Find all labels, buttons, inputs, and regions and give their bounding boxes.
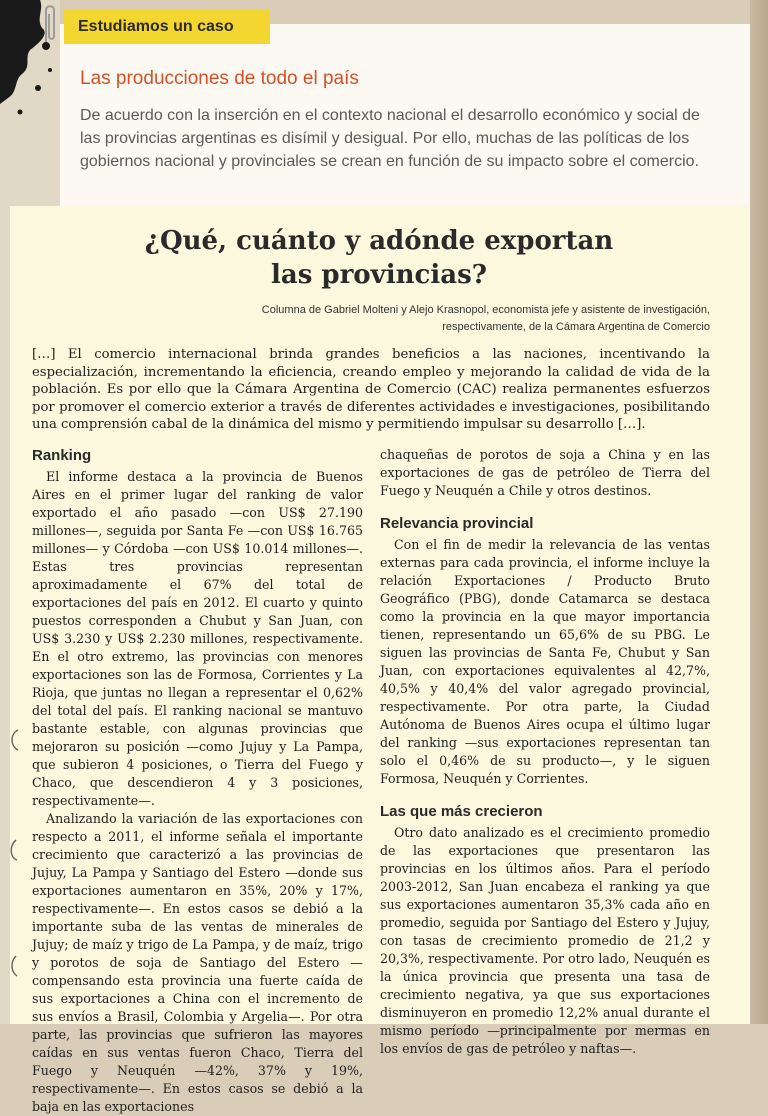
book-spine — [750, 0, 768, 1024]
crecieron-heading: Las que más crecieron — [380, 803, 543, 820]
section-title: Las producciones de todo el país — [80, 68, 359, 89]
handwritten-margin-marks — [4, 720, 24, 980]
crecieron-paragraph: Otro dato analizado es el crecimiento promedio de las exportaciones que presentaron las provincias en los últimos años. Para el período 2003-2012, San Juan encabeza el ranking ya que sus exportaciones aumentaron 35,3% cada año en promedio, seguida por Santiago del Estero y Jujuy, con tasas de crecimiento promedio de 21,2 y 20,3%, respectivamente. Por otro lado, Neuquén es la única provincia que presenta una tasa de crecimiento negativa, ya que sus exportaciones disminuyeron en promedio 12,2% anual durante el mismo período —principalmente por mermas en los envíos de gas de petróleo y naftas—. — [380, 825, 710, 1056]
article-column-left — [32, 446, 363, 1116]
section-tab: Estudiamos un caso — [64, 10, 270, 44]
relevancia-heading: Relevancia provincial — [380, 515, 534, 532]
headline-line: ¿Qué, cuánto y adónde exportan — [144, 226, 614, 256]
paper-clip-icon — [40, 2, 60, 46]
relevancia-paragraph: Con el fin de medir la relevancia de las ventas externas para cada provincia, el informe incluye la relación Exportaciones / Producto Bruto Geográfico (PBG), donde Catamarca se destaca como la provincia en la que mayor importancia tienen, representando un 65,6% de su PBG. Le siguen las provincias de Santa Fe, Chubut y San Juan, con exportaciones equivalentes al 42,7%, 40,5% y 40,4% del valor agregado provincial, respectivamente. Por otra parte, la Ciudad Autónoma de Buenos Aires ocupa el último lugar del ranking —sus exportaciones representan tan solo el 0,46% de su producto—, y le siguen Formosa, Neuquén y Corrientes. — [380, 537, 710, 786]
headline-line: las provincias? — [271, 260, 487, 290]
byline-line: Columna de Gabriel Molteni y Alejo Krasnopol, economista jefe y asistente de investigación, — [261, 304, 710, 316]
ranking-paragraph: El informe destaca a la provincia de Buenos Aires en el primer lugar del ranking de valor exportado el año pasado —con US$ 27.190 millones—, seguida por Santa Fe —con US$ 16.765 millones— y Córdoba —con US$ 10.014 millones—. Estas tres provincias representan aproximadamente el 67% del total de exportaciones del país en 2012. El cuarto y quinto puestos corresponden a Chubut y San Juan, con US$ 3.230 y US$ 2.230 millones, respectivamente. En el otro extremo, las provincias con menores exportaciones son las de Formosa, Corrientes y La Rioja, que juntas no llegan a representar el 0,62% del total del país. El ranking nacional se mantuvo bastante estable, con algunas provincias que mejoraron su posición —como Jujuy y La Pampa, que subieron 4 posiciones, o Tierra del Fuego y Chaco, que descendieron 4 y 3 posiciones, respectivamente—. — [32, 469, 363, 808]
ranking-heading: Ranking — [32, 447, 92, 464]
article-headline — [10, 224, 748, 292]
article-byline — [150, 302, 710, 336]
article-column-right — [380, 446, 710, 1058]
ranking-paragraph: Analizando la variación de las exportaciones con respecto a 2011, el informe señala el importante crecimiento que caracterizó a las provincias de Jujuy, La Pampa y Santiago del Estero —donde sus exportaciones aumentaron en 35%, 20% y 17%, respectivamente—. En estos casos se debió a la importante suba de las ventas de minerales de Jujuy; de maíz y trigo de La Pampa, y de maíz, trigo y porotos de soja de Santiago del Estero —compensando esta provincia una fuerte caída de sus exportaciones a China con el incremento de sus envíos a Brasil, Colombia y Argelia—. Por otra parte, las provincias que sufrieron las mayores caídas en sus ventas fueron Chaco, Tierra del Fuego y Neuquén —42%, 37% y 19%, respectivamente—. En estos casos se debió a la baja en las exportaciones — [32, 811, 363, 1114]
byline-line: respectivamente, de la Cámara Argentina de Comercio — [442, 321, 710, 333]
intro-paragraph: De acuerdo con la inserción en el contexto nacional el desarrollo económico y social de las provincias argentinas es disímil y desigual. Por ello, muchas de las políticas de los gobiernos nacional y provinciales se crean en función de su impacto sobre el comercio. — [80, 107, 700, 170]
article-lead: […] El comercio internacional brinda grandes beneficios a las naciones, incentivando la especialización, incrementando la eficiencia, creando empleo y mejorando la calidad de vida de la población. Es por ello que la Cámara Argentina de Comercio (CAC) realiza permanentes esfuerzos por promover el comercio exterior a través de diferentes actividades e investigaciones, posibilitando una comprensión cabal de la dinámica del mismo y permitiendo impulsar su desarrollo […]. — [32, 347, 710, 433]
continued-paragraph: chaqueñas de porotos de soja a China y en las exportaciones de gas de petróleo de Tierra del Fuego y Neuquén a Chile y otros destinos. — [380, 447, 710, 498]
